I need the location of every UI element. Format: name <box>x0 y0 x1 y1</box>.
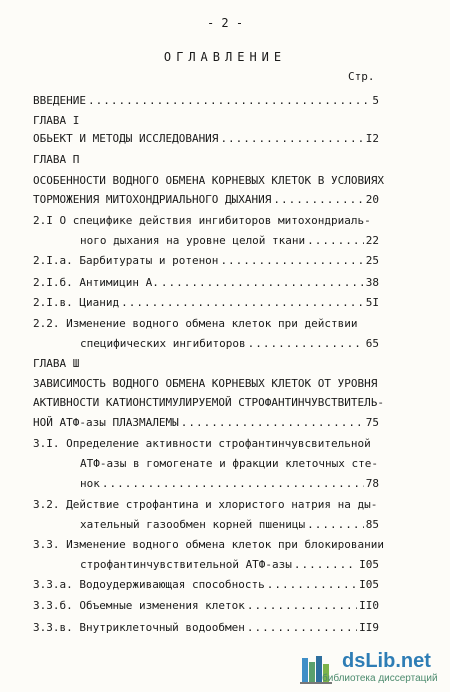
toc-entry-label: ОБЬЕКТ И МЕТОДЫ ИССЛЕДОВАНИЯ <box>33 132 219 145</box>
leader-dots <box>248 337 364 351</box>
watermark-logo[interactable]: dsLib.net <box>342 650 431 672</box>
toc-entry-label: нок <box>80 477 100 490</box>
toc-entry-2-1-a <box>33 254 379 268</box>
toc-line: АКТИВНОСТИ КАТИОНСТИМУЛИРУЕМОЙ СТРОФАНТИНЧУВСТВИТЕЛЬ- <box>33 396 384 409</box>
toc-line: 2.2. Изменение водного обмена клеток при действии <box>33 317 358 330</box>
toc-entry-3-3-a <box>33 578 379 592</box>
toc-entry-chapter-2 <box>33 193 379 207</box>
watermark <box>292 648 442 688</box>
leader-dots <box>161 276 364 290</box>
toc-line: АТФ-азы в гомогенате и фракции клеточных сте- <box>80 457 379 470</box>
toc-entry-3-3 <box>80 558 379 572</box>
toc-entry-page: 85 <box>365 518 379 531</box>
toc-line: 2.I О специфике действия ингибиторов митохондриаль- <box>33 214 371 227</box>
toc-entry-label: НОЙ АТФ-азы ПЛАЗМАЛЕМЫ <box>33 416 179 429</box>
toc-entry-page: II9 <box>359 621 379 634</box>
toc-entry-label: ТОРМОЖЕНИЯ МИТОХОНДРИАЛЬНОГО ДЫХАНИЯ <box>33 193 272 206</box>
toc-entry-page: I2 <box>365 132 379 145</box>
leader-dots <box>220 132 363 146</box>
toc-entry-page: II0 <box>359 599 379 612</box>
leader-dots <box>88 94 370 108</box>
leader-dots <box>102 477 364 491</box>
leader-dots <box>273 193 363 207</box>
page-column-label: Стр. <box>348 70 375 83</box>
toc-entry-chapter-3 <box>33 416 379 430</box>
toc-entry-page: I05 <box>359 578 379 591</box>
leader-dots <box>121 296 364 310</box>
leader-dots <box>267 578 357 592</box>
toc-entry-introduction <box>33 94 379 108</box>
toc-line: 3.2. Действие строфантина и хлористого натрия на ды- <box>33 498 378 511</box>
toc-entry-3-3-b <box>33 599 379 613</box>
toc-entry-chapter-1 <box>33 132 379 146</box>
watermark-tagline: библиотека диссертаций <box>322 673 438 684</box>
toc-entry-page: 65 <box>365 337 379 350</box>
toc-line: ЗАВИСИМОСТЬ ВОДНОГО ОБМЕНА КОРНЕВЫХ КЛЕТОК ОТ УРОВНЯ <box>33 377 378 390</box>
leader-dots <box>307 234 364 248</box>
toc-entry-label: 3.3.в. Внутриклеточный водообмен <box>33 621 245 634</box>
toc-entry-page: 20 <box>365 193 379 206</box>
toc-line: ОСОБЕННОСТИ ВОДНОГО ОБМЕНА КОРНЕВЫХ КЛЕТОК В УСЛОВИЯХ <box>33 174 384 187</box>
leader-dots <box>247 599 357 613</box>
toc-line: 3.3. Изменение водного обмена клеток при блокировании <box>33 538 384 551</box>
leader-dots <box>247 621 357 635</box>
toc-entry-label: ного дыхания на уровне целой ткани <box>80 234 306 247</box>
leader-dots <box>181 416 364 430</box>
chapter-heading: ГЛАВА I <box>33 114 80 127</box>
toc-entry-3-2 <box>80 518 379 532</box>
toc-entry-label: ВВЕДЕНИЕ <box>33 94 86 107</box>
toc-entry-2-1-v <box>33 296 379 310</box>
toc-entry-page: 75 <box>365 416 379 429</box>
toc-entry-label: хательный газообмен корней пшеницы <box>80 518 306 531</box>
page-title: ОГЛАВЛЕНИЕ <box>163 50 287 64</box>
toc-entry-page: 38 <box>365 276 379 289</box>
toc-entry-2-1-b <box>33 276 379 290</box>
toc-entry-page: 5 <box>372 94 379 107</box>
toc-entry-label: 3.3.б. Объемные изменения клеток <box>33 599 245 612</box>
toc-entry-label: 3.3.а. Водоудерживающая способность <box>33 578 265 591</box>
toc-entry-page: 5I <box>365 296 379 309</box>
toc-entry-2-2 <box>80 337 379 351</box>
leader-dots <box>294 558 357 572</box>
toc-entry-3-3-v <box>33 621 379 635</box>
chapter-heading: ГЛАВА П <box>33 153 80 166</box>
page-number: - 2 - <box>206 16 244 30</box>
toc-line: 3.I. Определение активности строфантинчувсвительной <box>33 437 371 450</box>
chapter-heading: ГЛАВА Ш <box>33 357 80 370</box>
toc-entry-2-1 <box>80 234 379 248</box>
leader-dots <box>220 254 363 268</box>
toc-entry-label: специфических ингибиторов <box>80 337 246 350</box>
toc-entry-page: I05 <box>359 558 379 571</box>
toc-entry-page: 78 <box>365 477 379 490</box>
toc-entry-label: 2.I.в. Цианид <box>33 296 120 309</box>
toc-entry-label: строфантинчувствительной АТФ-азы <box>80 558 292 571</box>
toc-entry-label: 2.I.б. Антимицин А. <box>33 276 159 289</box>
leader-dots <box>307 518 364 532</box>
toc-entry-3-1 <box>80 477 379 491</box>
toc-entry-label: 2.I.а. Барбитураты и ротенон <box>33 254 219 267</box>
toc-entry-page: 22 <box>365 234 379 247</box>
toc-entry-page: 25 <box>365 254 379 267</box>
